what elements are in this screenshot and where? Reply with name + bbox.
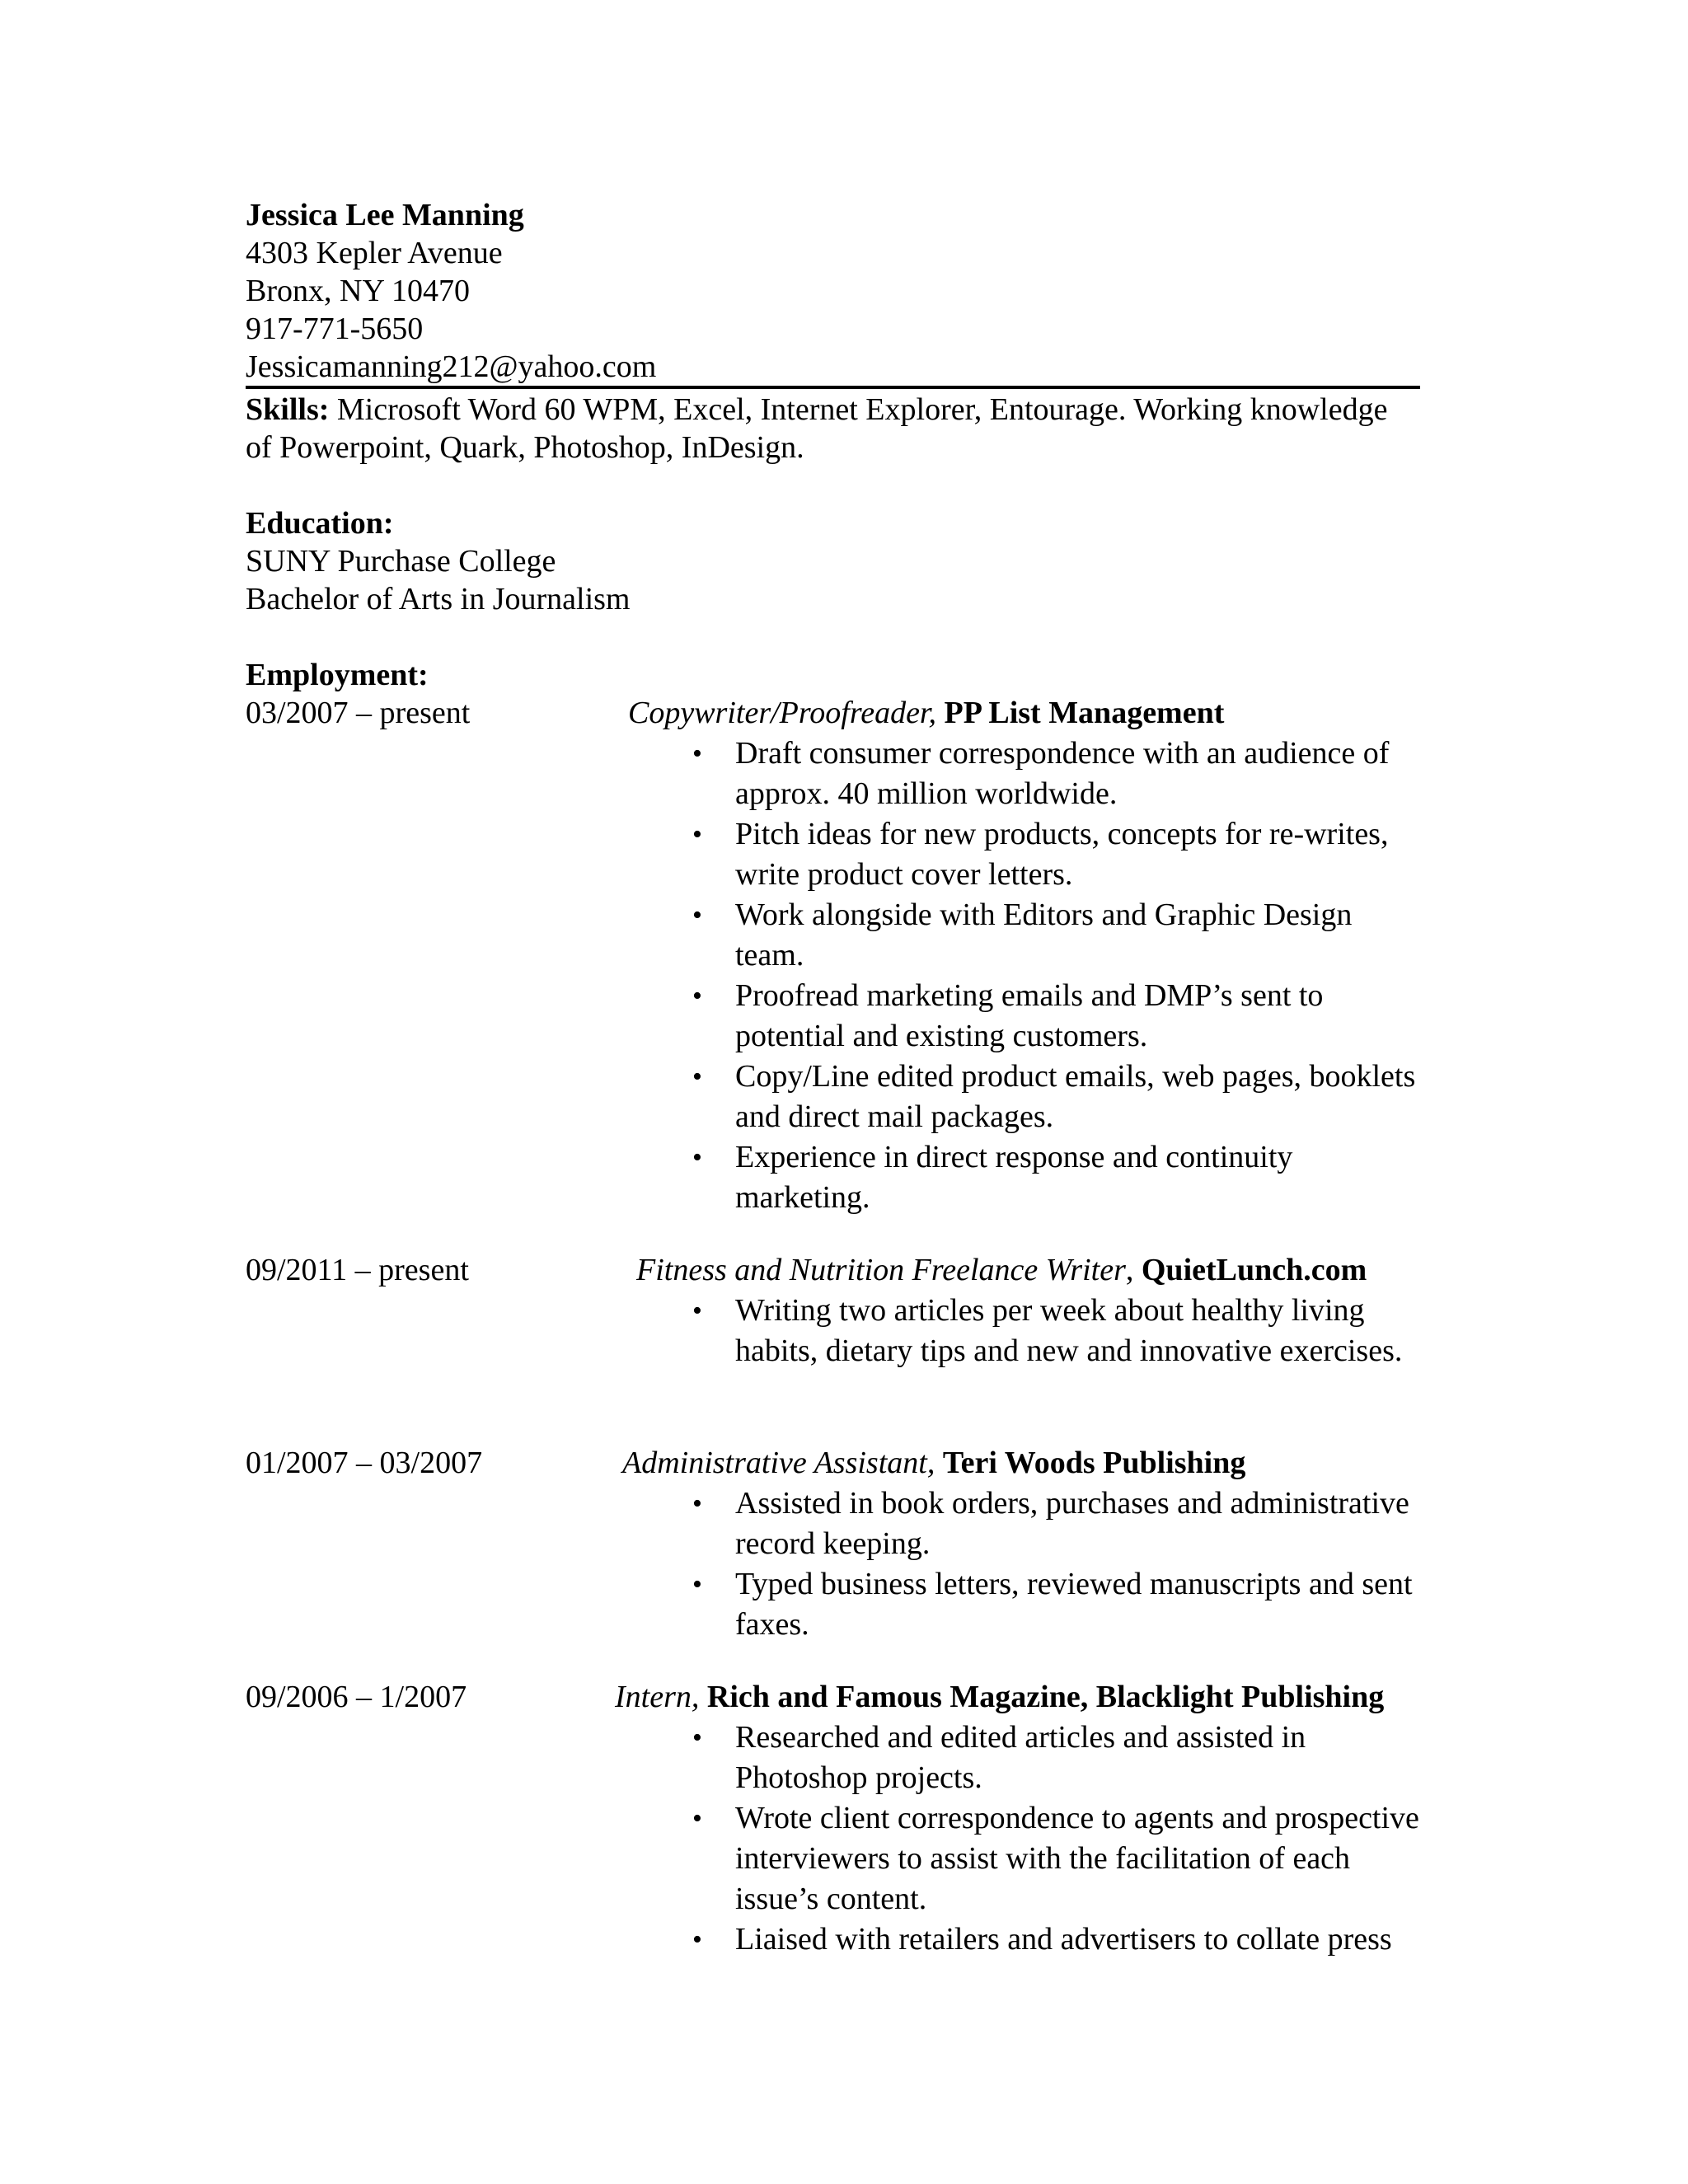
job-bullet-list bbox=[246, 733, 1424, 1218]
job-dates: 01/2007 – 03/2007 bbox=[246, 1446, 483, 1480]
bullet-text: Pitch ideas for new products, concepts for re-writes, write product cover letters. bbox=[735, 817, 1389, 892]
list-item bbox=[246, 1483, 1424, 1564]
bullet-icon: • bbox=[692, 981, 702, 1011]
list-item bbox=[246, 814, 1424, 895]
bullet-text: Experience in direct response and continuity marketing. bbox=[735, 1140, 1293, 1215]
address-line-2: Bronx, NY 10470 bbox=[246, 274, 470, 308]
job-company: QuietLunch.com bbox=[1141, 1253, 1367, 1287]
candidate-name: Jessica Lee Manning bbox=[246, 198, 524, 232]
job-company: Teri Woods Publishing bbox=[942, 1446, 1246, 1480]
list-item bbox=[246, 895, 1424, 976]
job-title-line bbox=[246, 694, 1688, 732]
bullet-text: Liaised with retailers and advertisers to collate press bbox=[735, 1922, 1392, 1957]
bullet-text: Researched and edited articles and assisted in Photoshop projects. bbox=[735, 1720, 1306, 1795]
bullet-icon: • bbox=[692, 1488, 702, 1519]
list-item bbox=[246, 733, 1424, 814]
job-company: Rich and Famous Magazine, Blacklight Publishing bbox=[706, 1680, 1385, 1714]
job-dates: 03/2007 – present bbox=[246, 696, 471, 730]
education-degree: Bachelor of Arts in Journalism bbox=[246, 582, 631, 616]
skills-text: Microsoft Word 60 WPM, Excel, Internet Explorer, Entourage. Working knowledge of Powerpoint, Quark, Photoshop, InDesign. bbox=[246, 392, 1388, 465]
employment-label: Employment: bbox=[246, 658, 429, 692]
bullet-icon: • bbox=[692, 1924, 702, 1955]
bullet-text: Draft consumer correspondence with an audience of approx. 40 million worldwide. bbox=[735, 736, 1390, 811]
job-title-line bbox=[246, 1444, 1688, 1482]
phone-number: 917-771-5650 bbox=[246, 312, 424, 346]
job-company: PP List Management bbox=[944, 696, 1225, 730]
list-item bbox=[246, 1798, 1424, 1919]
bullet-text: Work alongside with Editors and Graphic Design team. bbox=[735, 898, 1353, 972]
list-item bbox=[246, 1718, 1424, 1798]
job-role: Administrative Assistant, bbox=[622, 1446, 935, 1480]
job-role: Intern, bbox=[615, 1680, 700, 1714]
list-item bbox=[246, 1919, 1424, 1960]
contact-block bbox=[246, 196, 1420, 386]
skills-label: Skills: bbox=[246, 392, 330, 427]
bullet-icon: • bbox=[692, 738, 702, 769]
list-item bbox=[246, 1564, 1424, 1645]
job-bullet-list bbox=[246, 1718, 1424, 1960]
bullet-text: Wrote client correspondence to agents and prospective interviewers to assist with the facilitation of each issue’s content. bbox=[735, 1801, 1419, 1916]
job-bullet-list bbox=[246, 1291, 1424, 1371]
job-role: Fitness and Nutrition Freelance Writer bbox=[636, 1253, 1126, 1287]
list-item bbox=[246, 1057, 1424, 1137]
job-bullet-list bbox=[246, 1483, 1424, 1645]
bullet-icon: • bbox=[692, 1296, 702, 1326]
bullet-text: Copy/Line edited product emails, web pages, booklets and direct mail packages. bbox=[735, 1059, 1416, 1134]
list-item bbox=[246, 976, 1424, 1057]
job-title-line: Fitness and Nutrition Freelance Writer, QuietLunch.com bbox=[636, 1253, 1367, 1287]
list-item bbox=[246, 1291, 1424, 1371]
education-school: SUNY Purchase College bbox=[246, 544, 556, 579]
bullet-text: Writing two articles per week about healthy living habits, dietary tips and new and innovative exercises. bbox=[735, 1293, 1403, 1368]
email-address: Jessicamanning212@yahoo.com bbox=[246, 349, 657, 384]
header-divider bbox=[246, 386, 1420, 389]
bullet-text: Proofread marketing emails and DMP’s sent to potential and existing customers. bbox=[735, 978, 1324, 1053]
bullet-icon: • bbox=[692, 900, 702, 930]
bullet-icon: • bbox=[692, 819, 702, 850]
bullet-text: Typed business letters, reviewed manuscripts and sent faxes. bbox=[735, 1567, 1413, 1642]
job-dates: 09/2011 – present bbox=[246, 1253, 469, 1287]
bullet-icon: • bbox=[692, 1722, 702, 1753]
bullet-icon: • bbox=[692, 1142, 702, 1173]
job-dates: 09/2006 – 1/2007 bbox=[246, 1680, 467, 1714]
bullet-icon: • bbox=[692, 1569, 702, 1600]
address-line-1: 4303 Kepler Avenue bbox=[246, 236, 503, 270]
education-section bbox=[246, 504, 1420, 618]
skills-section bbox=[246, 391, 1420, 466]
bullet-icon: • bbox=[692, 1803, 702, 1834]
list-item bbox=[246, 1137, 1424, 1218]
job-title-line bbox=[246, 1678, 1688, 1716]
job-role: Copywriter/Proofreader, bbox=[628, 696, 937, 730]
education-label: Education: bbox=[246, 506, 394, 541]
bullet-icon: • bbox=[692, 1062, 702, 1092]
bullet-text: Assisted in book orders, purchases and administrative record keeping. bbox=[735, 1486, 1409, 1561]
